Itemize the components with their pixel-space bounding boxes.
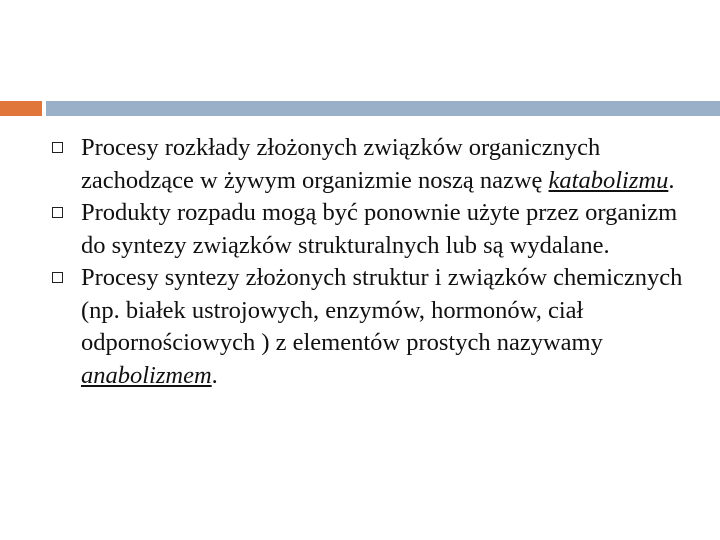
bullet-text-end: . [211, 361, 218, 389]
title-bar [46, 101, 720, 116]
bullet-list [0, 132, 720, 392]
square-bullet-icon [52, 142, 63, 153]
square-bullet-icon [52, 207, 63, 218]
accent-bar [0, 101, 42, 116]
bullet-text: Procesy syntezy złożonych struktur i związków chemicznych (np. białek ustrojowych, enzymów, hormonów, ciał odpornościowych ) z elementów prostych nazywamy [81, 264, 683, 356]
term-catabolism: katabolizmu [548, 166, 669, 194]
bullet-item-products [0, 197, 706, 262]
bullet-item-catabolism [0, 132, 706, 197]
term-anabolism: anabolizmem [81, 361, 212, 389]
bullet-text: Produkty rozpadu mogą być ponownie użyte przez organizm do syntezy związków strukturalnych lub są wydalane. [81, 199, 678, 259]
square-bullet-icon [52, 272, 63, 283]
bullet-item-anabolism [0, 262, 706, 392]
bullet-text-end: . [668, 166, 675, 194]
bullet-text: Procesy rozkłady złożonych związków organicznych zachodzące w żywym organizmie noszą nazwę [81, 134, 601, 194]
